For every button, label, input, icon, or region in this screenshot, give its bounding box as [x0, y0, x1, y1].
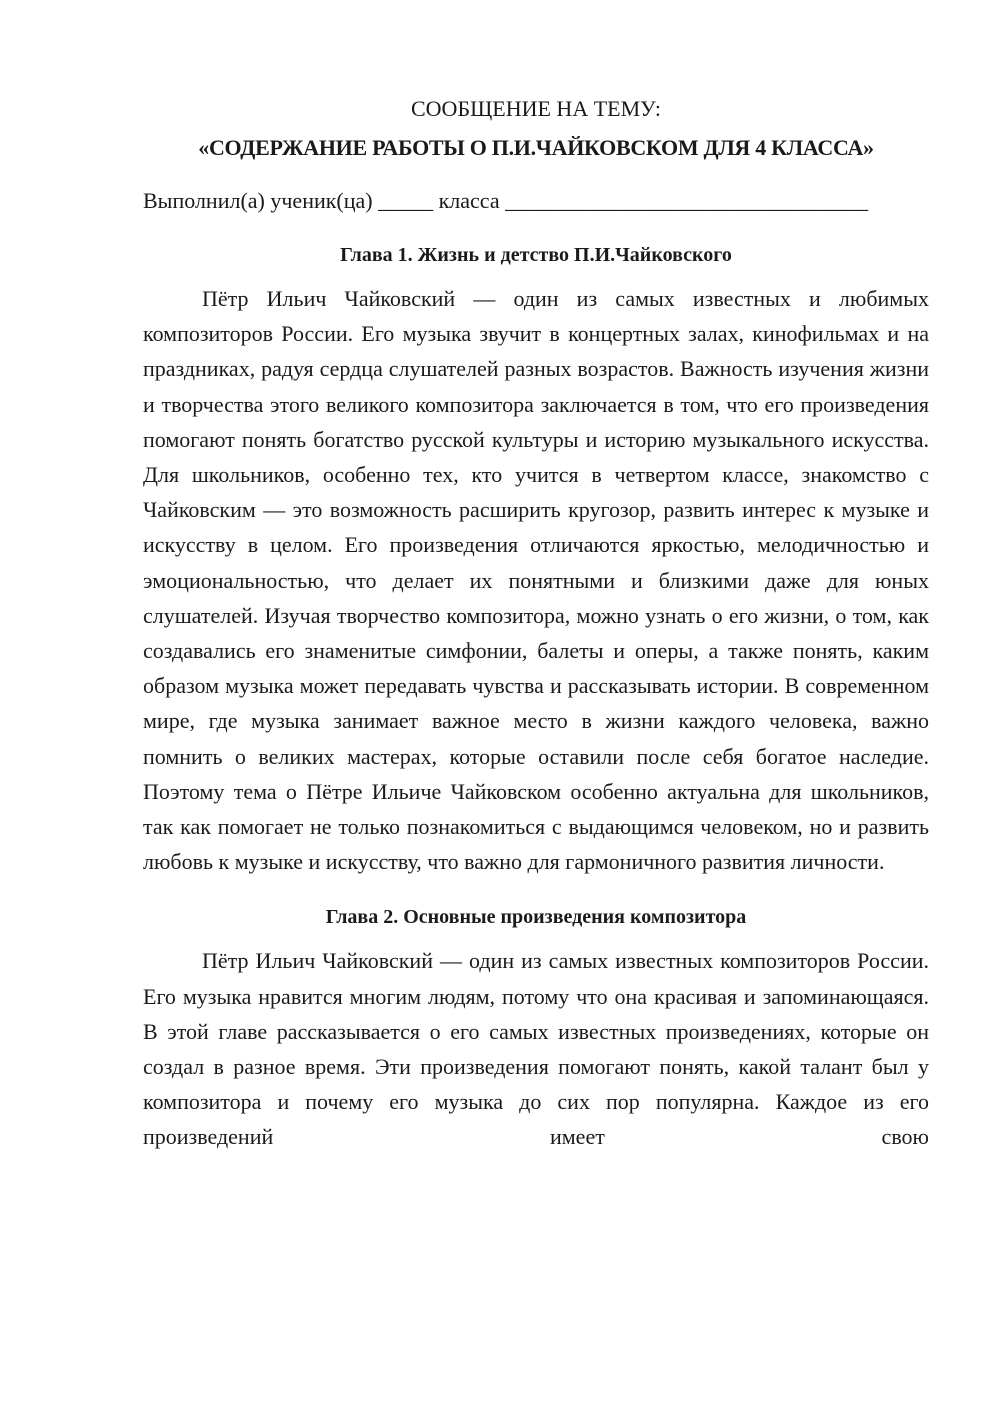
chapter-1-title: Глава 1. Жизнь и детство П.И.Чайковского [340, 244, 732, 266]
chapter-2-title: Глава 2. Основные произведения композитора [325, 906, 747, 929]
chapter-1-text: Пётр Ильич Чайковский — один из самых известных и любимых композиторов России. Его музыка звучит в концертных залах, кинофильмах и на праздниках, радуя сердца слушателей разных возрастов. Важность изучения жизни и творчества этого великого композитора заключается в том, что его произведения помогают понять богатство русской культуры и историю музыкального искусства. Для школьников, особенно тех, кто учится в четвертом классе, знакомство с Чайковским — это возможность расширить кругозор, развить интерес к музыке и искусству в целом. Его произведения отличаются яркостью, мелодичностью и эмоциональностью, что делает их понятными и близкими даже для юных слушателей. Изучая творчество композитора, можно узнать о его жизни, о том, как создавались его знаменитые симфонии, балеты и оперы, а также понять, каким образом музыка может передавать чувства и рассказывать истории. В современном мире, где музыка занимает важное место в жизни каждого человека, важно помнить о великих мастерах, которые оставили после себя богатое наследие. Поэтому тема о Пётре Ильиче Чайковском особенно актуальна для школьников, так как помогает не только познакомиться с выдающимся человеком, но и развить любовь к музыке и искусству, что важно для гармоничного развития личности. [143, 286, 929, 875]
document-title: «СОДЕРЖАНИЕ РАБОТЫ О П.И.ЧАЙКОВСКОМ ДЛЯ 4 КЛАССА» [198, 135, 874, 160]
document-heading-line1: СООБЩЕНИЕ НА ТЕМУ: [411, 96, 661, 121]
chapter-2-text: Пётр Ильич Чайковский — один из самых известных композиторов России. Его музыка нравится многим людям, потому что она красивая и запоминающаяся. В этой главе рассказывается о его самых известных произведениях, которые он создал в разное время. Эти произведения помогают понять, какой талант был у композитора и почему его музыка до сих пор популярна. Каждое из его произведений имеет свою [143, 948, 929, 1150]
document-page [143, 92, 929, 1155]
performer-line: Выполнил(а) ученик(ца) _____ класса _________________________________ [143, 188, 869, 213]
